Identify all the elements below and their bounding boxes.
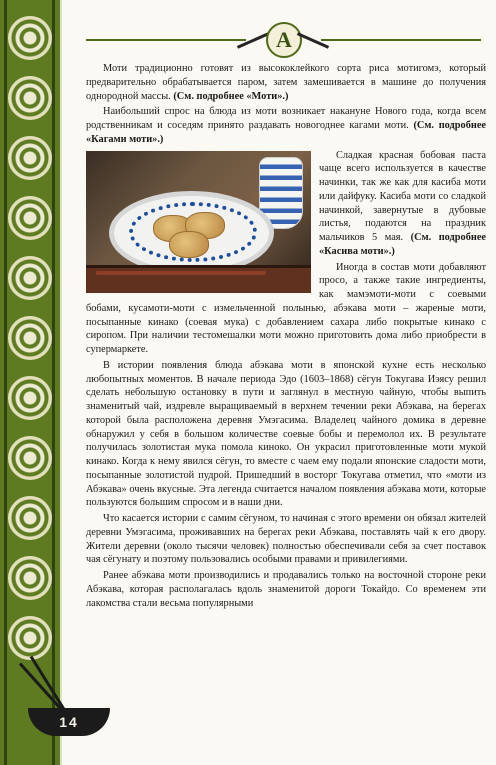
circle-pattern-icon — [8, 376, 52, 420]
cross-reference: (См. подробнее «Моти».) — [173, 90, 289, 102]
paragraph-text: Иногда в состав моти добавляют просо, а также такие ингредиенты, как мамэмоти-моти с соевыми бобами, кусамоти-моти с измельченной полынью, абэкава моти – жареные моти, посыпанные кинако (соевая мука) с добавлением сахара либо покрытые кинако с сиропом. При наличии тестомешалки моти можно приготовить дома либо приобрести в супермаркете. — [86, 261, 486, 355]
circle-pattern-icon — [8, 496, 52, 540]
paragraph — [86, 105, 486, 146]
decorative-sidebar — [0, 0, 62, 765]
paragraph-text: Что касается истории с самим сёгуном, то начиная с этого времени он обязал жителей деревни Умэгасима, проживавших на берегах реки Абэкава, поставлять чай к его двору. Жители деревни (около тысячи человек) полностью обеспечивали себя за счет поставок чая сёгунату и поэтому пользовались особыми правами и привилегиями. — [86, 513, 486, 566]
paragraph-text: В истории появления блюда абэкава моти в японской кухне есть несколько любопытных моментов. В начале периода Эдо (1603–1868) сёгун Токугава Иэясу решил сделать небольшую остановку в пути и заглянул в местную чайную, чтобы выпить знаменитый чай, издревле выращиваемый в верхнем течении реки Абэкава, на берегах которой была расположена деревня Умэгасима. Владелец чайного домика в деревне обнаружил у себя в большом количестве соевые бобы и перемолол их. В результате получилась золотистая мука помола киноко. Он украсил приготовленные моти мукой кинако. Когда к нему явился сёгун, то вместе с чаем ему подали японские сладости моти, посыпанные золотистой пудрой. Пришедший в восторг Токугава отметил, что «моти из Абэкава» очень вкусные. Эта легенда считается началом появления абэкава моти, которые пользуются большим спросом и в наши дни. — [86, 359, 486, 509]
paragraph — [86, 62, 486, 103]
cross-reference: (См. подробнее «Кагами моти».) — [86, 120, 487, 145]
tray-icon — [86, 265, 311, 293]
paragraph — [86, 569, 486, 610]
paragraph — [86, 359, 486, 510]
article-body — [86, 62, 486, 612]
circle-pattern-icon — [8, 76, 52, 120]
chopstick-icon — [96, 271, 266, 275]
section-header-ornament — [86, 20, 481, 60]
mochi-icon — [169, 231, 209, 258]
circle-pattern-icon — [8, 256, 52, 300]
sidebar-stripe — [4, 0, 7, 765]
circle-pattern-icon — [8, 616, 52, 660]
ornament-line — [321, 39, 481, 41]
paragraph-text: Сладкая красная бобовая паста чаще всего используется в качестве начинки, так же как для касиба моти или дайфуку. Касиба моти со сладкой начинкой, завернутые в дубовые листья, подаются на праздник мальчиков 5 мая. — [319, 149, 486, 243]
paragraph — [86, 512, 486, 567]
ornament-line — [86, 39, 246, 41]
section-letter-badge: А — [266, 22, 302, 58]
cross-reference: (См. подробнее «Касива моти».) — [319, 232, 487, 257]
paragraph-text: Моти традиционно готовят из высококлейкого сорта риса мотигомэ, который предварительно обрабатывается паром, затем замешивается в машине до получения однородной массы. — [86, 63, 486, 102]
paragraph-text: Наибольший спрос на блюда из моти возникает накануне Нового года, когда всем родственникам и соседям принято раздавать новогоднее кагами моти. — [86, 106, 486, 131]
circle-pattern-icon — [8, 436, 52, 480]
circle-pattern-icon — [8, 136, 52, 180]
mochi-photo — [86, 151, 311, 293]
circle-pattern-icon — [8, 316, 52, 360]
circle-pattern-icon — [8, 556, 52, 600]
sidebar-stripe — [52, 0, 55, 765]
paragraph-text: Ранее абэкава моти производились и продавались только на восточной стороне реки Абэкава, которая располагалась вдоль знаменитой дороги Токайдо. Со временем эти лакомства стали весьма популярными — [86, 570, 486, 609]
page-number-bowl: 14 — [28, 708, 110, 736]
circle-pattern-icon — [8, 196, 52, 240]
circle-pattern-icon — [8, 16, 52, 60]
